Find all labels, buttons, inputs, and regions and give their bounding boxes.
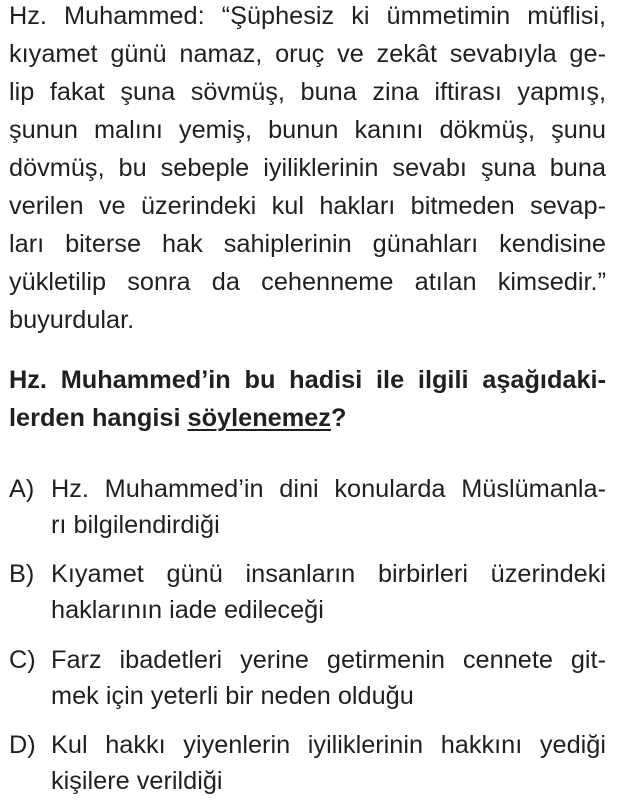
passage-line: lip fakat şuna sövmüş, buna zina iftirası yapmış,: [9, 78, 606, 106]
passage-line: buyurdular.: [9, 306, 135, 334]
passage-line: Hz. Muhammed: “Şüphesiz ki ümmetimin müflisi,: [9, 2, 606, 30]
passage-line: ları biterse hak sahiplerinin günahları kendisine: [9, 230, 606, 258]
option-letter: B): [9, 560, 35, 588]
question-mark: ?: [330, 404, 347, 432]
negation-keyword: söylenemez: [187, 404, 331, 432]
option-text: haklarının iade edileceği: [51, 596, 324, 624]
option-letter: D): [9, 731, 36, 759]
option-text: kişilere verildiği: [51, 767, 223, 795]
option-text: mek için yeterli bir neden olduğu: [51, 682, 414, 710]
question-text: lerden hangisi: [9, 404, 188, 432]
passage-line: şunun malını yemiş, bunun kanını dökmüş, şunu: [9, 116, 606, 144]
passage-line: yükletilip sonra da cehenneme atılan kimsedir.”: [9, 268, 606, 296]
option-letter: A): [9, 475, 35, 503]
option-text: Farz ibadetleri yerine getirmenin cennete git-: [51, 646, 606, 674]
passage-line: verilen ve üzerindeki kul hakları bitmeden sevap-: [9, 192, 606, 220]
question-line: [9, 404, 606, 433]
option-text: Kul hakkı yiyenlerin iyiliklerinin hakkını yediği: [51, 731, 606, 759]
passage-line: kıyamet günü namaz, oruç ve zekât sevabıyla ge-: [9, 40, 606, 68]
option-text: rı bilgilendirdiği: [51, 511, 220, 539]
option-letter: C): [9, 646, 36, 674]
option-text: Hz. Muhammed’in dini konularda Müslümanla-: [51, 475, 606, 503]
option-text: Kıyamet günü insanların birbirleri üzerindeki: [51, 560, 606, 588]
passage-line: dövmüş, bu sebeple iyiliklerinin sevabı şuna buna: [9, 154, 606, 182]
question-line: Hz. Muhammed’in bu hadisi ile ilgili aşağıdaki-: [9, 366, 606, 394]
